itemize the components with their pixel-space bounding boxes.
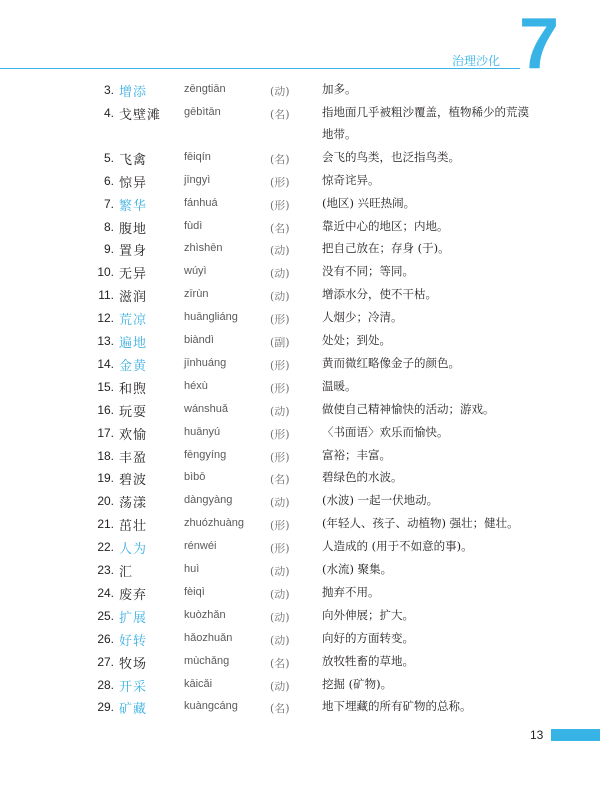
entry-definition: 富裕；丰富。	[322, 447, 391, 462]
entry-part-of-speech: (动)	[270, 404, 290, 418]
entry-definition: 向好的方面转变。	[322, 630, 414, 645]
entry-pinyin: héxù	[184, 379, 208, 392]
vocabulary-entry	[0, 377, 600, 399]
vocabulary-entry	[0, 148, 600, 170]
entry-definition: (水波) 一起一伏地动。	[322, 493, 439, 508]
entry-part-of-speech: (形)	[270, 175, 290, 189]
entry-number: 10.	[97, 265, 114, 280]
entry-part-of-speech: (动)	[270, 85, 290, 98]
vocabulary-entry	[0, 400, 600, 422]
entry-part-of-speech: (副)	[270, 336, 290, 349]
entry-pinyin: kuòzhǎn	[184, 608, 226, 621]
entry-definition: 会飞的鸟类，也泛指鸟类。	[322, 149, 460, 164]
vocabulary-entry	[0, 491, 600, 513]
entry-definition: 黄而微红略像金子的颜色。	[322, 355, 460, 370]
entry-part-of-speech: (形)	[270, 450, 290, 464]
entry-definition: 碧绿色的水波。	[322, 470, 403, 485]
chapter-number: 7	[519, 4, 560, 84]
entry-definition: 处处；到处。	[322, 333, 391, 347]
entry-definition: 向外伸展；扩大。	[322, 607, 414, 622]
entry-part-of-speech: (名)	[270, 702, 290, 716]
vocabulary-entry	[0, 331, 600, 353]
entry-number: 28.	[97, 677, 114, 692]
entry-number: 8.	[103, 219, 114, 234]
vocabulary-entry	[0, 468, 600, 490]
entry-definition: 做使自己精神愉快的活动；游戏。	[322, 401, 495, 416]
entry-word: 茁壮	[119, 519, 148, 535]
vocabulary-entry	[0, 652, 600, 674]
entry-part-of-speech: (动)	[270, 290, 290, 304]
entry-number: 15.	[97, 379, 114, 394]
entry-number: 21.	[97, 517, 114, 532]
entry-word: 金黄	[119, 358, 148, 374]
entry-definition: 放牧牲畜的草地。	[322, 653, 414, 668]
entry-number: 20.	[97, 494, 114, 509]
vocabulary-entry	[0, 354, 600, 376]
entry-pinyin: jīnhuáng	[184, 356, 227, 369]
entry-pinyin: fèiqì	[184, 585, 205, 598]
entry-word: 腹地	[119, 221, 148, 237]
header-rule	[0, 68, 520, 69]
entry-word: 遍地	[119, 336, 148, 351]
entry-word: 欢愉	[119, 427, 148, 443]
vocabulary-entry	[0, 583, 600, 605]
vocabulary-entry	[0, 262, 600, 284]
entry-pinyin: dàngyàng	[184, 494, 233, 507]
entry-pinyin: zhuózhuàng	[184, 517, 244, 530]
entry-pinyin: huāngliáng	[184, 311, 238, 324]
vocabulary-entry	[0, 560, 600, 582]
entry-pinyin: jīngyì	[184, 173, 211, 186]
entry-part-of-speech: (动)	[270, 496, 290, 510]
entry-pinyin: huānyú	[184, 425, 221, 438]
entry-word: 人为	[119, 542, 148, 558]
entry-pinyin: fēiqín	[184, 150, 211, 163]
entry-part-of-speech: (动)	[270, 565, 290, 578]
entry-word: 无异	[119, 267, 148, 283]
entry-pinyin: huì	[184, 563, 200, 575]
entry-word: 好转	[119, 633, 148, 649]
entry-number: 7.	[103, 196, 114, 211]
entry-part-of-speech: (名)	[270, 473, 290, 487]
vocabulary-entry	[0, 697, 600, 719]
entry-word: 开采	[119, 679, 148, 695]
entry-number: 13.	[97, 334, 114, 348]
entry-word: 扩展	[119, 610, 148, 626]
entry-pinyin: fēngyíng	[184, 448, 227, 461]
entry-definition: 指地面几乎被粗沙覆盖，植物稀少的荒漠地带。	[322, 104, 529, 141]
entry-pinyin: zēngtiān	[184, 83, 226, 95]
vocabulary-entry	[0, 308, 600, 330]
entry-definition: 没有不同；等同。	[322, 264, 414, 279]
entry-word: 丰盈	[119, 450, 148, 466]
vocabulary-entry	[0, 514, 600, 536]
entry-number: 29.	[97, 700, 114, 715]
entry-number: 18.	[97, 448, 114, 463]
entry-definition: 〈书面语〉欢乐而愉快。	[322, 424, 449, 439]
vocabulary-entry	[0, 80, 600, 102]
entry-pinyin: wánshuǎ	[184, 402, 229, 415]
entry-word: 矿藏	[119, 702, 148, 718]
entry-part-of-speech: (动)	[270, 610, 290, 624]
entry-definition: 人烟少；冷清。	[322, 310, 403, 325]
entry-definition: 增添水分，使不干枯。	[322, 287, 437, 302]
entry-number: 5.	[103, 150, 114, 165]
entry-pinyin: kāicǎi	[184, 677, 213, 690]
vocabulary-entry	[0, 171, 600, 193]
entry-part-of-speech: (动)	[270, 587, 290, 601]
entry-number: 17.	[97, 425, 114, 440]
entry-part-of-speech: (形)	[270, 358, 290, 372]
entry-pinyin: bìbō	[184, 471, 206, 484]
vocabulary-entry	[0, 194, 600, 216]
vocabulary-entry	[0, 239, 600, 261]
page-number: 13	[530, 728, 544, 742]
entry-word: 和煦	[119, 381, 148, 397]
entry-pinyin: gēbìtān	[184, 105, 221, 118]
entry-pinyin: zhìshēn	[184, 242, 223, 255]
entry-word: 荡漾	[119, 496, 148, 512]
entry-part-of-speech: (形)	[270, 313, 290, 327]
entry-word: 飞禽	[119, 152, 148, 168]
entry-word: 置身	[119, 244, 148, 260]
entry-definition: 惊奇诧异。	[322, 172, 380, 187]
entry-part-of-speech: (形)	[270, 198, 290, 212]
entry-definition: 人造成的 (用于不如意的事)。	[322, 539, 473, 554]
entry-definition: 地下埋藏的所有矿物的总称。	[322, 699, 472, 714]
vocabulary-entry	[0, 537, 600, 559]
entry-number: 9.	[103, 242, 114, 257]
entry-part-of-speech: (形)	[270, 427, 290, 441]
entry-number: 22.	[97, 540, 114, 555]
entry-pinyin: mùchǎng	[184, 654, 230, 667]
entry-definition: 加多。	[322, 82, 357, 96]
entry-pinyin: wúyì	[184, 265, 207, 278]
entry-definition: 抛弃不用。	[322, 584, 380, 599]
entry-pinyin: kuàngcáng	[184, 700, 238, 713]
vocabulary-entry	[0, 423, 600, 445]
entry-number: 24.	[97, 585, 114, 600]
chapter-title: 治理沙化	[452, 54, 501, 68]
entry-pinyin: fánhuá	[184, 196, 218, 209]
entry-pinyin: fùdì	[184, 219, 203, 232]
entry-part-of-speech: (动)	[270, 679, 290, 693]
entry-pinyin: biàndì	[184, 334, 214, 346]
entry-word: 滋润	[119, 290, 148, 306]
entry-number: 12.	[97, 311, 114, 326]
vocabulary-entry	[0, 675, 600, 697]
entry-number: 16.	[97, 402, 114, 417]
entry-number: 6.	[103, 173, 114, 188]
entry-word: 废弃	[119, 587, 148, 603]
entry-word: 牧场	[119, 656, 148, 672]
entry-number: 4.	[103, 105, 114, 120]
entry-definition: (年轻人、孩子、动植物) 强壮；健壮。	[322, 516, 519, 531]
entry-word: 戈壁滩	[119, 107, 162, 123]
entry-number: 23.	[97, 563, 114, 577]
entry-part-of-speech: (形)	[270, 519, 290, 533]
entry-number: 14.	[97, 356, 114, 371]
vocabulary-entry	[0, 629, 600, 651]
entry-part-of-speech: (动)	[270, 244, 290, 258]
entry-word: 增添	[119, 85, 148, 100]
entry-number: 11.	[98, 288, 114, 303]
entry-word: 惊异	[119, 175, 148, 191]
entry-definition: 把自己放在；存身 (于)。	[322, 241, 450, 256]
footer-accent-bar	[551, 729, 600, 741]
entry-part-of-speech: (名)	[270, 107, 290, 121]
entry-number: 25.	[97, 608, 114, 623]
entry-definition: 温暖。	[322, 378, 357, 393]
entry-word: 繁华	[119, 198, 148, 214]
entry-part-of-speech: (名)	[270, 221, 290, 235]
entry-part-of-speech: (动)	[270, 267, 290, 281]
entry-word: 汇	[119, 565, 134, 580]
entry-part-of-speech: (动)	[270, 633, 290, 647]
entry-word: 玩耍	[119, 404, 148, 420]
entry-pinyin: zīrùn	[184, 288, 209, 301]
entry-definition: 靠近中心的地区；内地。	[322, 218, 449, 233]
entry-definition: 挖掘 (矿物)。	[322, 676, 393, 691]
entry-part-of-speech: (形)	[270, 542, 290, 556]
vocabulary-entry	[0, 285, 600, 307]
entry-number: 27.	[97, 654, 114, 669]
entry-number: 19.	[97, 471, 114, 486]
entry-pinyin: hǎozhuǎn	[184, 631, 233, 644]
vocabulary-entry	[0, 446, 600, 468]
entry-part-of-speech: (名)	[270, 152, 290, 166]
entry-part-of-speech: (形)	[270, 381, 290, 395]
entry-definition: (水流) 聚集。	[322, 562, 393, 576]
entry-number: 3.	[103, 83, 114, 97]
vocabulary-entry	[0, 606, 600, 628]
vocabulary-entry	[0, 217, 600, 239]
entry-word: 荒凉	[119, 313, 148, 329]
entry-definition: (地区) 兴旺热闹。	[322, 195, 416, 210]
entry-part-of-speech: (名)	[270, 656, 290, 670]
entry-word: 碧波	[119, 473, 148, 489]
entry-pinyin: rénwéi	[184, 540, 217, 553]
vocabulary-entry	[0, 103, 600, 141]
entry-number: 26.	[97, 631, 114, 646]
